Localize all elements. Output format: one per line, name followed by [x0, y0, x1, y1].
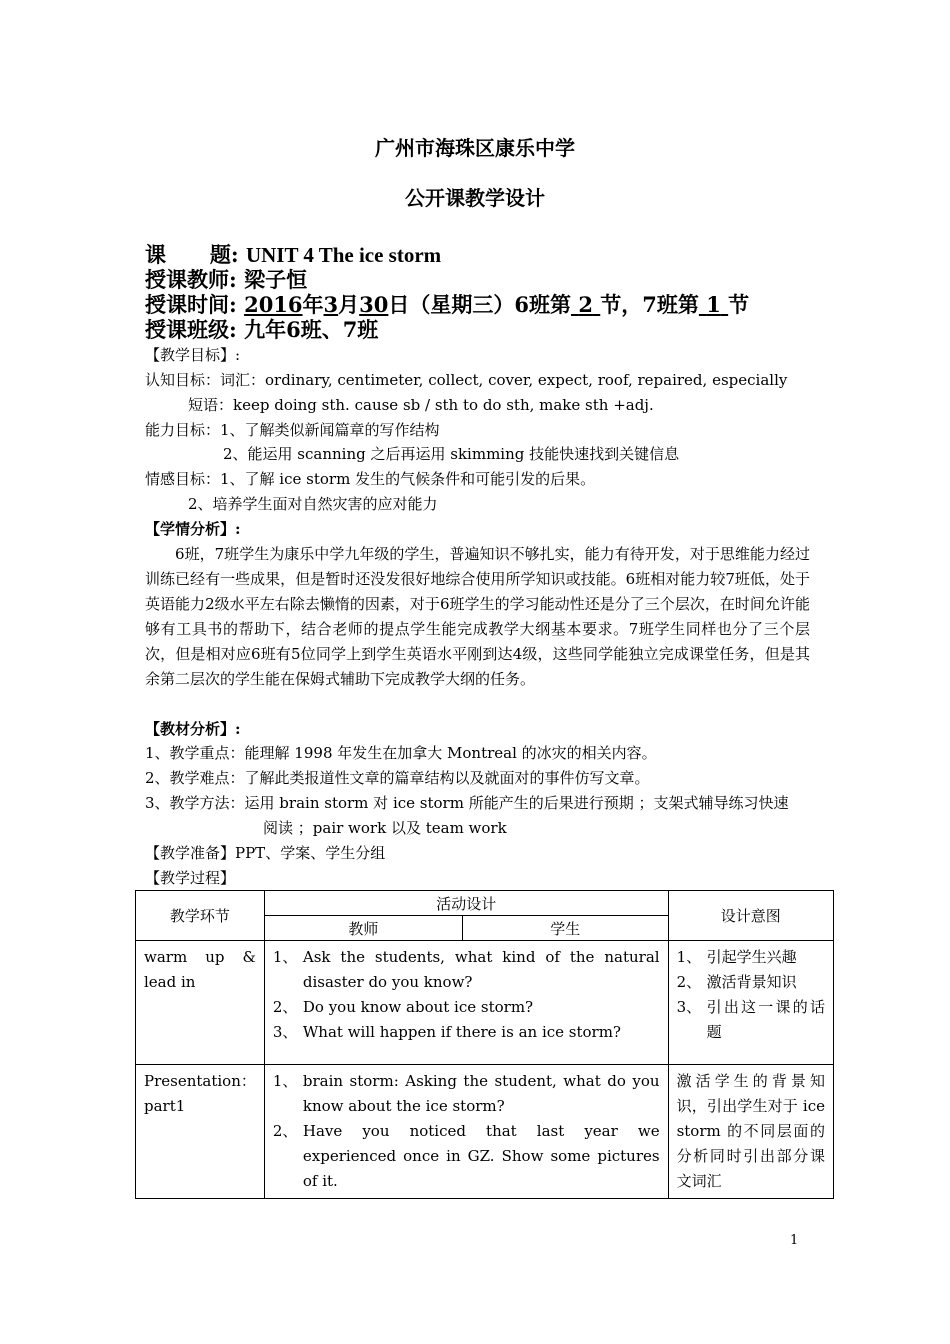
teacher-label: 授课教师: [145, 267, 237, 292]
class-value: 九年6班、7班 [244, 317, 379, 342]
preparation-line: 【教学准备】PPT、学案、学生分组 [145, 844, 386, 862]
list-item: 3、 引出这一课的话题 [676, 998, 825, 1041]
table-row-1-intent [668, 941, 833, 1065]
material-point-1: 1、教学重点：能理解 1998 年发生在加拿大 Montreal 的冰灾的相关内容。 [145, 744, 657, 762]
list-item: 2、 激活背景知识 [676, 973, 797, 991]
list-item: 2、 Do you know about ice storm? [272, 998, 534, 1016]
teacher-value: 梁子恒 [244, 267, 308, 292]
material-point-3-cont: 阅读 ；pair work 以及 team work [263, 819, 507, 837]
time-year: 2016 [244, 292, 303, 317]
goals-affect-1: 情感目标：1、了解 ice storm 发生的气候条件和可能引发的后果。 [145, 470, 596, 488]
material-heading: 【教材分析】: [145, 720, 241, 738]
table-row-1-stage: warm up & lead in [136, 941, 265, 1065]
topic-line [145, 242, 441, 268]
teacher-line [145, 267, 307, 293]
goals-ability-1: 能力目标：1、了解类似新闻篇章的写作结构 [145, 421, 440, 439]
material-point-3: 3、教学方法：运用 brain storm 对 ice storm 所能产生的后果进行预期 ；支架式辅导练习快速 [145, 794, 789, 812]
header-activity: 活动设计 [264, 891, 668, 916]
material-point-2: 2、教学难点：了解此类报道性文章的篇章结构以及就面对的事件仿写文章。 [145, 769, 650, 787]
header-intent: 设计意图 [668, 891, 833, 941]
table-row-2-activity [264, 1065, 668, 1199]
process-table [135, 890, 834, 1199]
topic-label: 课 题: [145, 242, 239, 267]
list-item: 3、 What will happen if there is an ice storm? [272, 1023, 621, 1041]
table-row-2-stage: Presentation：part1 [136, 1065, 265, 1199]
time-end: 节 [728, 292, 750, 317]
page-number: 1 [790, 1233, 799, 1248]
header-stage: 教学环节 [136, 891, 265, 941]
list-item: 1、 引起学生兴趣 [676, 948, 797, 966]
class-label: 授课班级: [145, 317, 237, 342]
time-year-unit: 年 [302, 292, 324, 317]
time-period-class6: 2 [578, 292, 593, 317]
analysis-heading: 【学情分析】: [145, 520, 241, 538]
time-label: 授课时间: [145, 292, 237, 317]
table-row-2-intent: 激活学生的背景知识，引出学生对于 ice storm 的不同层面的分析同时引出部分课文词汇 [668, 1065, 833, 1199]
time-month: 3 [323, 292, 339, 317]
document-title: 公开课教学设计 [405, 186, 545, 210]
goals-ability-2: 2、能运用 scanning 之后再运用 skimming 技能快速找到关键信息 [223, 445, 680, 463]
time-period-class7: 1 [706, 292, 721, 317]
time-class7: 节，7班第 [600, 292, 699, 317]
goals-cognitive-vocab: 认知目标：词汇：ordinary, centimeter, collect, cover, expect, roof, repaired, especially [145, 371, 788, 389]
time-line [145, 292, 749, 318]
goals-heading: 【教学目标】: [145, 346, 241, 364]
time-month-unit: 月 [338, 292, 360, 317]
topic-value: UNIT 4 The ice storm [245, 243, 442, 267]
header-teacher: 教师 [264, 916, 462, 941]
time-day: 30 [359, 292, 389, 317]
table-row-1-activity [264, 941, 668, 1065]
goals-cognitive-phrase: 短语：keep doing sth. cause sb / sth to do sth, make sth +adj. [188, 396, 654, 414]
list-item: 1、 Ask the students, what kind of the natural disaster do you know? [272, 948, 660, 991]
list-item: 2、 Have you noticed that last year we experienced once in GZ. Show some pictures of it. [272, 1122, 660, 1190]
analysis-paragraph: 6班，7班学生为康乐中学九年级的学生，普遍知识不够扎实，能力有待开发，对于思维能力经过训练已经有一些成果，但是暂时还没发很好地综合使用所学知识或技能。6班相对能力较7班低，处于英语能力2级水平左右除去懒惰的因素，对于6班学生的学习能动性还是分了三个层次，在时间允许能够有工具书的帮助下，结合老师的提点学生能完成教学大纲基本要求。7班学生同样也分了三个层次，但是相对应6班有5位同学上到学生英语水平刚到达4级，这些同学能独立完成课堂任务，但是其余第二层次的学生能在保姆式辅助下完成教学大纲的任务。 [145, 545, 810, 688]
header-student: 学生 [462, 916, 668, 941]
goals-affect-2: 2、培养学生面对自然灾害的应对能力 [188, 495, 438, 513]
process-heading: 【教学过程】 [145, 869, 236, 887]
list-item: 1、 brain storm: Asking the student, what do you know about the ice storm? [272, 1072, 660, 1115]
class-line [145, 317, 378, 343]
school-name: 广州市海珠区康乐中学 [375, 136, 575, 160]
time-weekday: 日（星期三）6班第 [388, 292, 572, 317]
